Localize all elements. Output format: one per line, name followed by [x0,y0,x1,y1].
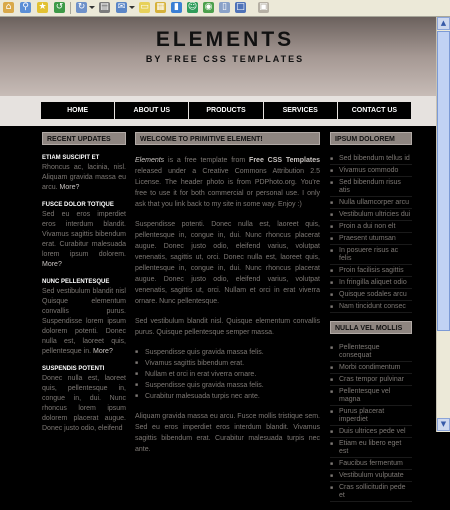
nav-home[interactable]: HOME [41,102,115,119]
list-item: ■ Nullam et orci in erat viverra ornare. [135,369,320,380]
update-text: Donec nulla est, laoreet quis, pellentesque in, congue in, dui. Nunc rhoncus lorem ipsum dolorem placerat augue. Donec justo odio, eleifend [42,375,126,432]
more-link[interactable]: More? [59,184,80,191]
chevron-down-icon[interactable] [129,6,135,9]
sidebar-link[interactable]: ■ In fringilla aliquet odio [330,277,412,289]
toolbar-separator [70,2,71,14]
chat-icon[interactable]: ☺ [187,2,198,12]
sidebar-link[interactable]: ■ Etiam eu libero eget est [330,438,412,458]
scrollbar-thumb[interactable] [437,31,450,331]
vertical-scrollbar[interactable] [436,17,450,432]
nav-about-us[interactable]: ABOUT US [115,102,189,119]
favorites-star-icon[interactable]: ★ [38,2,47,12]
sidebar-link[interactable]: ■ Vestibulum vulputate [330,470,412,482]
refresh-icon[interactable]: ↻ [77,2,86,12]
main-nav [41,102,411,119]
nav-products[interactable]: PRODUCTS [189,102,263,119]
sidebar-link[interactable]: ■ Sed bibendum risus atis [330,177,412,197]
link-list [330,153,412,313]
search-icon[interactable]: ⚲ [20,2,31,13]
sidebar-link[interactable]: ■ Proin facilisis sagittis [330,265,412,277]
sidebar-link[interactable]: ■ Morbi condimentum [330,362,412,374]
bullet-list [135,347,320,402]
update-title: SUSPENDIS POTENTI [42,366,105,372]
body-paragraph: Sed vestibulum blandit nisl. Quisque elementum convallis purus. Quisque pellentesque semper massa. [135,318,320,336]
right-section-title: NULLA VEL MOLLIS [330,321,412,334]
chevron-down-icon[interactable] [89,6,95,9]
update-entry [42,202,126,270]
logo-subtitle: BY FREE CSS TEMPLATES [145,54,305,64]
nav-contact-us[interactable]: CONTACT US [338,102,411,119]
print-icon[interactable]: ▤ [100,2,109,12]
update-entry [42,155,126,193]
update-title: ETIAM SUSCIPIT ET [42,155,100,161]
tool-icon[interactable]: ▣ [259,2,268,12]
history-icon[interactable]: ↺ [55,2,64,12]
update-entry [42,279,126,357]
sidebar-link[interactable]: ■ Pellentesque vel magna [330,386,412,406]
sidebar-link[interactable]: ■ Nulla ullamcorper arcu [330,197,412,209]
messenger-icon[interactable]: ◉ [204,2,213,12]
list-item: ■ Vivamus sagittis bibendum erat. [135,358,320,369]
bookmark-icon[interactable]: ▮ [171,2,182,13]
sidebar-link[interactable]: ■ Vestibulum ultricies dui [330,209,412,221]
sidebar-link[interactable]: ■ In posuere risus ac felis [330,245,412,265]
sidebar-link[interactable]: ■ Vivamus commodo [330,165,412,177]
sidebar-link[interactable]: ■ Nam tincidunt consec [330,301,412,313]
folder-icon[interactable]: ▦ [156,2,165,12]
home-icon[interactable]: ⌂ [3,2,14,13]
sidebar-link[interactable]: ■ Praesent utumsan [330,233,412,245]
update-text: Sed eu eros imperdiet eros interdum blandit. Vivamus sagittis bibendum erat. Curabitur malesuada lorem ipsum dolorem. More? [42,211,126,268]
mail-icon[interactable]: ✉ [117,2,126,12]
sidebar-link[interactable]: ■ Sed bibendum tellus id [330,153,412,165]
more-link[interactable]: More? [93,348,113,355]
sidebar-link[interactable]: ■ Quisque sodales arcu [330,289,412,301]
scroll-down-icon[interactable]: ▼ [437,418,450,431]
sidebar-link[interactable]: ■ Purus placerat imperdiet [330,406,412,426]
right-column [330,132,412,510]
note-icon[interactable]: ▭ [140,2,149,12]
sidebar-link[interactable]: ■ Pellentesque consequat [330,342,412,362]
scroll-up-icon[interactable]: ▲ [437,17,450,30]
sidebar-link[interactable]: ■ Cras sollicitudin pede et [330,482,412,502]
update-text: Sed vestibulum blandit nisl Quisque elementum convallis purus. Suspendisse lorem ipsum dolorem potenti. Donec nulla est, laoreet quis, pellentesque in. More? [42,288,126,355]
browser-toolbar [0,0,450,17]
update-title: FUSCE DOLOR TOTIQUE [42,202,114,208]
main-column-title: WELCOME TO PRIMITIVE ELEMENT! [135,132,320,145]
main-column [135,132,320,464]
list-item: ■ Curabitur malesuada turpis nec ante. [135,391,320,402]
intro-paragraph: Elements is a free template from Free CSS Templates released under a Creative Commons Attribution 2.5 License. The header photo is from PDPhoto.org. You're free to use it for both commercial or personal use. I only ask that you link back to my site in some way. Enjoy :) [135,157,320,208]
sidebar-link[interactable]: ■ Faucibus fermentum [330,458,412,470]
left-column [42,132,126,443]
logo-title: ELEMENTS [155,28,295,51]
more-link[interactable]: More? [42,261,62,268]
update-title: NUNC PELLENTESQUE [42,279,110,285]
window-icon[interactable]: □ [236,2,245,12]
sidebar-link[interactable]: ■ Duis ultrices pede vel [330,426,412,438]
sidebar-link[interactable]: ■ Cras tempor pulvinar [330,374,412,386]
intro-emphasis: Elements [135,157,165,164]
left-column-title: RECENT UPDATES [42,132,126,145]
body-paragraph: Suspendisse potenti. Donec nulla est, laoreet quis, pellentesque in, congue in, dui. Nunc rhoncus placerat augue. Donec justo odio, eleifend varius, volutpat venenatis, sagittis ut, orci. Donec nulla est, laoreet quis, pellentesque in, congue in, dui. Nunc rhoncus placerat augue. Donec justo odio, eleifend varius, volutpat venenatis, sagittis ut, orci. Nullam et orci in erat viverra ornare. Nunc pellentesque. [135,221,320,305]
right-section-title: IPSUM DOLOREM [330,132,412,145]
update-text: Rhoncus ac, lacinia, nisl. Aliquam gravida massa eu arcu. More? [42,164,126,191]
free-css-templates-link[interactable]: Free CSS Templates [249,157,320,164]
update-entry [42,366,126,434]
list-item: ■ Suspendisse quis gravida massa felis. [135,380,320,391]
document-icon[interactable]: ▯ [219,2,230,13]
body-paragraph: Aliquam gravida massa eu arcu. Fusce mollis tristique sem. Sed eu eros imperdiet eros interdum blandit. Vivamus sagittis bibendum erat. Curabitur malesuada turpis nec ante. [135,413,320,453]
nav-services[interactable]: SERVICES [264,102,338,119]
sidebar-link[interactable]: ■ Proin a dui non elt [330,221,412,233]
link-list [330,342,412,502]
list-item: ■ Suspendisse quis gravida massa felis. [135,347,320,358]
